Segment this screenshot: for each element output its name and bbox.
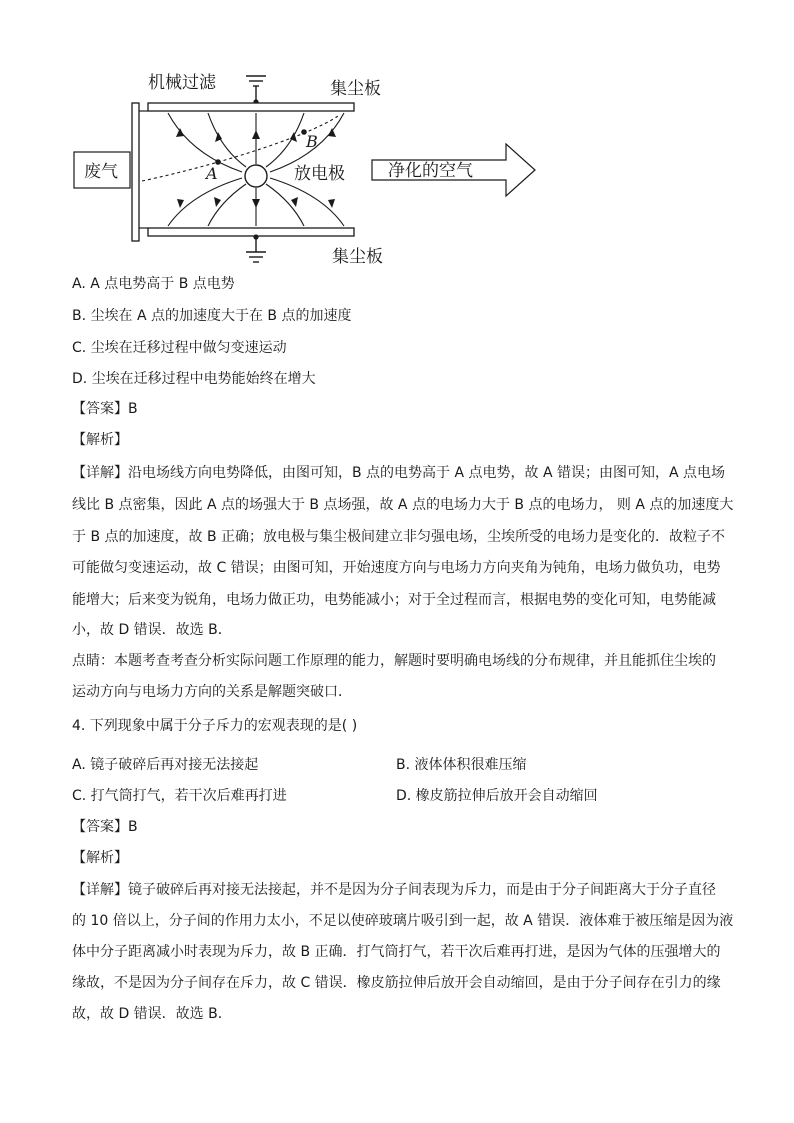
q4-analysis-title: 【解析】	[72, 850, 128, 866]
q3-option-d: D. 尘埃在迁移过程中电势能始终在增大	[72, 371, 316, 387]
q4-detail-line: 体中分子距离减小时表现为斥力，故 B 正确．打气筒打气，若干次后难再打进，是因为气体的压强增大的	[72, 944, 721, 960]
ground-symbol-top	[246, 76, 266, 101]
q4-detail-line: 的 10 倍以上，分子间的作用力太小，不足以使碎玻璃片吸引到一起，故 A 错误．液体难于被压缩是因为液	[72, 913, 734, 929]
q3-detail-line: 【详解】沿电场线方向电势降低，由图可知，B 点的电势高于 A 点电势，故 A 错误；由图可知，A 点电场	[72, 465, 726, 481]
q3-detail-line: 能增大；后来变为锐角，电场力做正功，电势能减小；对于全过程而言，根据电势的变化可知，电势能减	[72, 592, 716, 608]
q4-option-b: B. 液体体积很难压缩	[396, 757, 527, 773]
q4-detail-line: 【详解】镜子破碎后再对接无法接起，并不是因为分子间表现为斥力，而是由于分子间距离大于分子直径	[72, 882, 716, 898]
collector-plate-top	[148, 103, 354, 111]
label-clean-air: 净化的空气	[388, 161, 473, 181]
q3-option-a: A. A 点电势高于 B 点电势	[72, 276, 235, 292]
q3-analysis-title: 【解析】	[72, 432, 128, 448]
label-discharge-electrode: 放电极	[294, 164, 345, 184]
q3-detail-line: 小，故 D 错误．故选 B．	[72, 622, 232, 638]
q4-detail-line: 缘故，不是因为分子间存在斥力，故 C 错误．橡皮筋拉伸后放开会自动缩回，是由于分子间存在引力的缘	[72, 975, 721, 991]
label-collector-top: 集尘板	[330, 79, 381, 99]
q3-option-c: C. 尘埃在迁移过程中做匀变速运动	[72, 340, 287, 356]
electrostatic-precipitator-diagram	[70, 66, 550, 272]
label-point-a: A	[206, 164, 218, 183]
q4-option-d: D. 橡皮筋拉伸后放开会自动缩回	[396, 788, 598, 804]
q4-option-c: C. 打气筒打气，若干次后难再打进	[72, 788, 287, 804]
q4-stem: 4. 下列现象中属于分子斥力的宏观表现的是( )	[72, 718, 358, 734]
q3-answer: 【答案】B	[72, 401, 138, 417]
q4-option-a: A. 镜子破碎后再对接无法接起	[72, 757, 259, 773]
q3-comment-line: 运动方向与电场力方向的关系是解题突破口．	[72, 684, 352, 700]
q3-detail-line: 线比 B 点密集，因此 A 点的场强大于 B 点场强，故 A 点的电场力大于 B 点的电场力， 则 A 点的加速度大	[72, 497, 734, 513]
discharge-electrode	[245, 165, 267, 187]
ground-symbol-bottom	[246, 237, 266, 262]
label-collector-bottom: 集尘板	[332, 247, 383, 267]
label-mechanical-filter: 机械过滤	[148, 73, 216, 93]
label-point-b: B	[306, 132, 318, 151]
q4-answer: 【答案】B	[72, 819, 138, 835]
collector-plate-bottom	[148, 228, 354, 236]
q4-detail-line: 故，故 D 错误．故选 B.	[72, 1006, 223, 1022]
q3-comment-line: 点睛：本题考查考查分析实际问题工作原理的能力，解题时要明确电场线的分布规律，并且能抓住尘埃的	[72, 653, 716, 669]
label-waste-gas: 废气	[84, 162, 118, 182]
q3-detail-line: 于 B 点的加速度，故 B 正确；放电极与集尘极间建立非匀强电场，尘埃所受的电场力是变化的．故粒子不	[72, 529, 726, 545]
q3-option-b: B. 尘埃在 A 点的加速度大于在 B 点的加速度	[72, 308, 352, 324]
mechanical-filter-bar	[132, 103, 139, 241]
q3-detail-line: 可能做匀变速运动，故 C 错误；由图可知，开始速度方向与电场力方向夹角为钝角，电场力做负功，电势	[72, 560, 721, 576]
